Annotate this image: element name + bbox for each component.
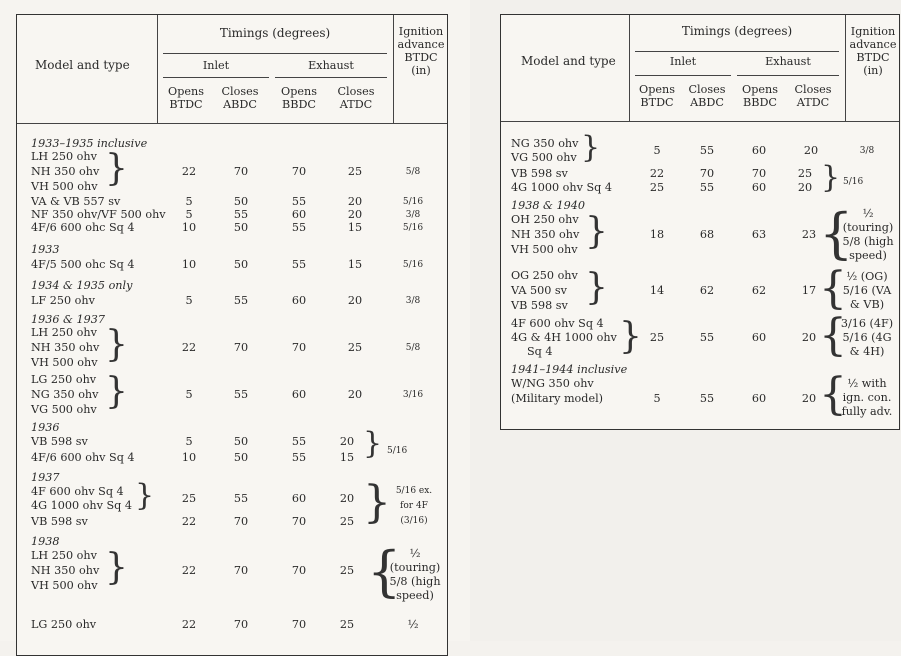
value-cell: 5 bbox=[185, 195, 193, 208]
value-cell: 50 bbox=[233, 195, 249, 208]
model-name: 4G 1000 ohv Sq 4 bbox=[511, 181, 612, 194]
value-cell: 5 bbox=[185, 294, 193, 307]
value-cell: 50 bbox=[233, 435, 249, 448]
value-cell: 22 bbox=[649, 167, 665, 180]
value-cell: 5 bbox=[185, 388, 193, 401]
ignition-cell: 3/8 bbox=[405, 296, 421, 306]
ignition-cell: speed) bbox=[396, 589, 434, 602]
timings-header: Timings (degrees) bbox=[219, 26, 331, 40]
value-cell: 60 bbox=[751, 331, 767, 344]
header-rule bbox=[635, 51, 839, 52]
model-name: LH 250 ohv bbox=[31, 326, 97, 339]
ignition-cell: for 4F bbox=[400, 501, 428, 511]
value-cell: 22 bbox=[181, 564, 197, 577]
value-cell: 20 bbox=[801, 331, 817, 344]
model-name: VH 500 ohv bbox=[31, 579, 98, 592]
header-divider bbox=[845, 15, 846, 121]
model-name: LF 250 ohv bbox=[31, 294, 95, 307]
model-name: VG 500 ohv bbox=[511, 151, 577, 164]
group-brace: } bbox=[135, 478, 155, 513]
value-cell: 25 bbox=[797, 167, 813, 180]
value-cell: 55 bbox=[233, 388, 249, 401]
group-brace: { bbox=[819, 310, 847, 361]
header-divider bbox=[629, 15, 630, 121]
value-cell: 60 bbox=[751, 144, 767, 157]
ignition-cell: 5/8 bbox=[405, 167, 421, 177]
value-cell: 55 bbox=[699, 144, 715, 157]
model-name: 4F 600 ohv Sq 4 bbox=[31, 485, 124, 498]
value-cell: 55 bbox=[233, 208, 249, 221]
value-cell: 25 bbox=[339, 564, 355, 577]
header-rule bbox=[275, 77, 387, 78]
model-name: VH 500 ohv bbox=[31, 180, 98, 193]
value-cell: 55 bbox=[291, 195, 307, 208]
value-cell: 20 bbox=[801, 392, 817, 405]
exhaust-header: Exhaust bbox=[308, 59, 354, 72]
opens-bbdc-header-line: BBDC bbox=[743, 96, 777, 109]
model-name: NG 350 ohv bbox=[31, 388, 99, 401]
value-cell: 25 bbox=[347, 165, 363, 178]
ignition-cell: ½ with bbox=[847, 377, 887, 390]
ignition-header: Ignition bbox=[850, 25, 896, 38]
group-brace: { bbox=[819, 369, 847, 420]
section-label: 1938 & 1940 bbox=[511, 199, 586, 212]
value-cell: 18 bbox=[649, 228, 665, 241]
model-name: VB 598 sv bbox=[31, 515, 88, 528]
value-cell: 20 bbox=[797, 181, 813, 194]
group-brace: } bbox=[821, 160, 841, 195]
group-brace: } bbox=[619, 316, 642, 357]
value-cell: 20 bbox=[347, 388, 363, 401]
opens-bbdc-header: Opens bbox=[281, 85, 317, 98]
header-bottom-rule bbox=[501, 121, 899, 122]
model-name: NF 350 ohv/VF 500 ohv bbox=[31, 208, 166, 221]
value-cell: 22 bbox=[181, 515, 197, 528]
timings-header: Timings (degrees) bbox=[681, 24, 793, 38]
model-header: Model and type bbox=[521, 54, 616, 68]
ignition-cell: 5/16 bbox=[387, 446, 408, 456]
opens-btdc-header-line: BTDC bbox=[640, 96, 674, 109]
ignition-header-line: BTDC bbox=[856, 51, 890, 64]
value-cell: 50 bbox=[233, 221, 249, 234]
value-cell: 22 bbox=[181, 165, 197, 178]
value-cell: 20 bbox=[347, 294, 363, 307]
value-cell: 55 bbox=[699, 392, 715, 405]
opens-btdc-header-line: BTDC bbox=[169, 98, 203, 111]
value-cell: 70 bbox=[751, 167, 767, 180]
ignition-header: Ignition bbox=[398, 25, 444, 38]
value-cell: 55 bbox=[291, 451, 307, 464]
value-cell: 60 bbox=[291, 492, 307, 505]
value-cell: 5 bbox=[185, 208, 193, 221]
model-name: 4F/6 600 ohc Sq 4 bbox=[31, 221, 135, 234]
value-cell: 5 bbox=[653, 392, 661, 405]
value-cell: 20 bbox=[339, 435, 355, 448]
group-brace: } bbox=[363, 426, 383, 461]
model-name: NG 350 ohv bbox=[511, 137, 579, 150]
opens-btdc-header: Opens bbox=[639, 83, 675, 96]
value-cell: 55 bbox=[699, 181, 715, 194]
ignition-cell: 5/16 bbox=[402, 197, 424, 207]
closes-abdc-header: Closes bbox=[688, 83, 726, 96]
model-name: VB 598 sv bbox=[31, 435, 88, 448]
ignition-cell: ½ bbox=[409, 547, 421, 560]
header-bottom-rule bbox=[17, 123, 447, 124]
closes-atdc-header: Closes bbox=[794, 83, 832, 96]
value-cell: 50 bbox=[233, 451, 249, 464]
value-cell: 60 bbox=[751, 392, 767, 405]
ignition-cell: ½ (OG) bbox=[846, 270, 888, 283]
closes-abdc-header-line: ABDC bbox=[690, 96, 724, 109]
value-cell: 20 bbox=[339, 492, 355, 505]
value-cell: 15 bbox=[347, 221, 363, 234]
value-cell: 55 bbox=[291, 221, 307, 234]
ignition-cell: & VB) bbox=[849, 298, 885, 311]
model-name: LH 250 ohv bbox=[31, 150, 97, 163]
model-name: W/NG 350 ohv bbox=[511, 377, 594, 390]
ignition-cell: 5/16 ex. bbox=[395, 486, 433, 496]
model-name: 4F 600 ohv Sq 4 bbox=[511, 317, 604, 330]
group-brace: } bbox=[105, 371, 128, 412]
ignition-cell: 5/8 (high bbox=[842, 235, 894, 248]
value-cell: 70 bbox=[291, 618, 307, 631]
ignition-cell: ½ bbox=[862, 207, 874, 220]
ignition-cell: 5/16 (VA bbox=[842, 284, 892, 297]
model-name: OH 250 ohv bbox=[511, 213, 579, 226]
opens-btdc-header: Opens bbox=[168, 85, 204, 98]
value-cell: 60 bbox=[751, 181, 767, 194]
value-cell: 17 bbox=[801, 284, 817, 297]
header-rule bbox=[635, 75, 731, 76]
value-cell: 25 bbox=[649, 331, 665, 344]
section-label: 1933 bbox=[31, 243, 60, 256]
group-brace: { bbox=[367, 540, 402, 603]
group-brace: } bbox=[105, 324, 128, 365]
value-cell: 55 bbox=[291, 435, 307, 448]
ignition-cell: (touring) bbox=[389, 561, 441, 574]
model-name: NH 350 ohv bbox=[31, 341, 100, 354]
group-brace: } bbox=[581, 130, 601, 165]
value-cell: 60 bbox=[291, 208, 307, 221]
model-name: 4F/6 600 ohv Sq 4 bbox=[31, 451, 135, 464]
value-cell: 70 bbox=[233, 618, 249, 631]
value-cell: 55 bbox=[233, 294, 249, 307]
ignition-cell: ½ bbox=[407, 618, 419, 631]
ignition-cell: 3/8 bbox=[405, 210, 421, 220]
model-name: VA 500 sv bbox=[511, 284, 567, 297]
value-cell: 10 bbox=[181, 451, 197, 464]
model-name: (Military model) bbox=[511, 392, 604, 405]
ignition-header-line: (in) bbox=[411, 64, 431, 77]
section-label: 1938 bbox=[31, 535, 60, 548]
right-timing-table bbox=[500, 14, 900, 430]
value-cell: 68 bbox=[699, 228, 715, 241]
ignition-cell: 5/16 (4G bbox=[842, 331, 892, 344]
value-cell: 55 bbox=[291, 258, 307, 271]
model-name: 4F/5 500 ohc Sq 4 bbox=[31, 258, 135, 271]
value-cell: 60 bbox=[291, 294, 307, 307]
group-brace: } bbox=[105, 547, 128, 588]
section-label: 1936 bbox=[31, 421, 60, 434]
value-cell: 25 bbox=[649, 181, 665, 194]
ignition-cell: fully adv. bbox=[841, 405, 893, 418]
value-cell: 5 bbox=[185, 435, 193, 448]
value-cell: 70 bbox=[291, 165, 307, 178]
group-brace: } bbox=[585, 267, 608, 308]
header-rule bbox=[163, 53, 387, 54]
model-name: OG 250 ohv bbox=[511, 269, 578, 282]
model-name: VH 500 ohv bbox=[31, 356, 98, 369]
value-cell: 70 bbox=[291, 341, 307, 354]
value-cell: 70 bbox=[291, 515, 307, 528]
value-cell: 10 bbox=[181, 221, 197, 234]
value-cell: 20 bbox=[347, 195, 363, 208]
value-cell: 70 bbox=[233, 564, 249, 577]
model-name: VH 500 ohv bbox=[511, 243, 578, 256]
value-cell: 25 bbox=[339, 618, 355, 631]
model-name: 4G & 4H 1000 ohv bbox=[511, 331, 617, 344]
value-cell: 70 bbox=[699, 167, 715, 180]
model-name: LG 250 ohv bbox=[31, 373, 97, 386]
value-cell: 25 bbox=[181, 492, 197, 505]
section-label: 1941–1944 inclusive bbox=[511, 363, 628, 376]
value-cell: 25 bbox=[339, 515, 355, 528]
model-name: 4G 1000 ohv Sq 4 bbox=[31, 499, 132, 512]
ignition-cell: 5/8 bbox=[405, 343, 421, 353]
section-label: 1934 & 1935 only bbox=[31, 279, 133, 292]
value-cell: 10 bbox=[181, 258, 197, 271]
model-name: NH 350 ohv bbox=[511, 228, 580, 241]
ignition-cell: 3/16 (4F) bbox=[840, 317, 894, 330]
value-cell: 15 bbox=[339, 451, 355, 464]
value-cell: 63 bbox=[751, 228, 767, 241]
section-label: 1933–1935 inclusive bbox=[31, 137, 148, 150]
model-name: LH 250 ohv bbox=[31, 549, 97, 562]
header-divider bbox=[157, 15, 158, 123]
ignition-cell: 5/16 bbox=[402, 260, 424, 270]
group-brace: { bbox=[819, 202, 854, 265]
model-name: LG 250 ohv bbox=[31, 618, 97, 631]
group-brace: } bbox=[105, 148, 128, 189]
value-cell: 23 bbox=[801, 228, 817, 241]
closes-atdc-header-line: ATDC bbox=[339, 98, 373, 111]
ignition-cell: 3/16 bbox=[402, 390, 424, 400]
inlet-header: Inlet bbox=[202, 59, 230, 72]
group-brace: } bbox=[363, 477, 391, 528]
value-cell: 70 bbox=[291, 564, 307, 577]
right-page bbox=[470, 0, 901, 641]
ignition-header-line: advance bbox=[397, 38, 445, 51]
model-name: VA & VB 557 sv bbox=[31, 195, 121, 208]
left-timing-table bbox=[16, 14, 448, 656]
opens-bbdc-header-line: BBDC bbox=[282, 98, 316, 111]
ignition-cell: 5/16 bbox=[843, 177, 864, 187]
ignition-cell: speed) bbox=[849, 249, 887, 262]
value-cell: 55 bbox=[233, 492, 249, 505]
value-cell: 62 bbox=[699, 284, 715, 297]
inlet-header: Inlet bbox=[669, 55, 697, 68]
ignition-cell: (touring) bbox=[842, 221, 894, 234]
value-cell: 25 bbox=[347, 341, 363, 354]
header-divider bbox=[393, 15, 394, 123]
model-name: NH 350 ohv bbox=[31, 564, 100, 577]
model-name: VB 598 sv bbox=[511, 299, 568, 312]
header-rule bbox=[737, 75, 839, 76]
ignition-header-line: (in) bbox=[863, 64, 883, 77]
group-brace: { bbox=[819, 263, 847, 314]
closes-atdc-header-line: ATDC bbox=[796, 96, 830, 109]
header-rule bbox=[163, 77, 269, 78]
ignition-cell: & 4H) bbox=[849, 345, 885, 358]
ignition-cell: 3/8 bbox=[859, 146, 875, 156]
ignition-cell: 5/16 bbox=[402, 223, 424, 233]
ignition-cell: 5/8 (high bbox=[389, 575, 441, 588]
section-label: 1936 & 1937 bbox=[31, 313, 106, 326]
value-cell: 20 bbox=[803, 144, 819, 157]
value-cell: 14 bbox=[649, 284, 665, 297]
closes-abdc-header-line: ABDC bbox=[223, 98, 257, 111]
value-cell: 55 bbox=[699, 331, 715, 344]
value-cell: 15 bbox=[347, 258, 363, 271]
model-name: VB 598 sv bbox=[511, 167, 568, 180]
opens-bbdc-header: Opens bbox=[742, 83, 778, 96]
ignition-header-line: BTDC bbox=[404, 51, 438, 64]
value-cell: 60 bbox=[291, 388, 307, 401]
exhaust-header: Exhaust bbox=[765, 55, 811, 68]
value-cell: 62 bbox=[751, 284, 767, 297]
section-label: 1937 bbox=[31, 471, 60, 484]
model-header: Model and type bbox=[35, 58, 130, 72]
model-name: Sq 4 bbox=[527, 345, 553, 358]
value-cell: 22 bbox=[181, 341, 197, 354]
model-name: VG 500 ohv bbox=[31, 403, 97, 416]
value-cell: 20 bbox=[347, 208, 363, 221]
group-brace: } bbox=[585, 211, 608, 252]
value-cell: 50 bbox=[233, 258, 249, 271]
ignition-header-line: advance bbox=[849, 38, 897, 51]
closes-atdc-header: Closes bbox=[337, 85, 375, 98]
model-name: NH 350 ohv bbox=[31, 165, 100, 178]
value-cell: 70 bbox=[233, 341, 249, 354]
ignition-cell: (3/16) bbox=[400, 516, 428, 526]
closes-abdc-header: Closes bbox=[221, 85, 259, 98]
value-cell: 70 bbox=[233, 515, 249, 528]
value-cell: 5 bbox=[653, 144, 661, 157]
value-cell: 22 bbox=[181, 618, 197, 631]
ignition-cell: ign. con. bbox=[842, 391, 892, 404]
value-cell: 70 bbox=[233, 165, 249, 178]
